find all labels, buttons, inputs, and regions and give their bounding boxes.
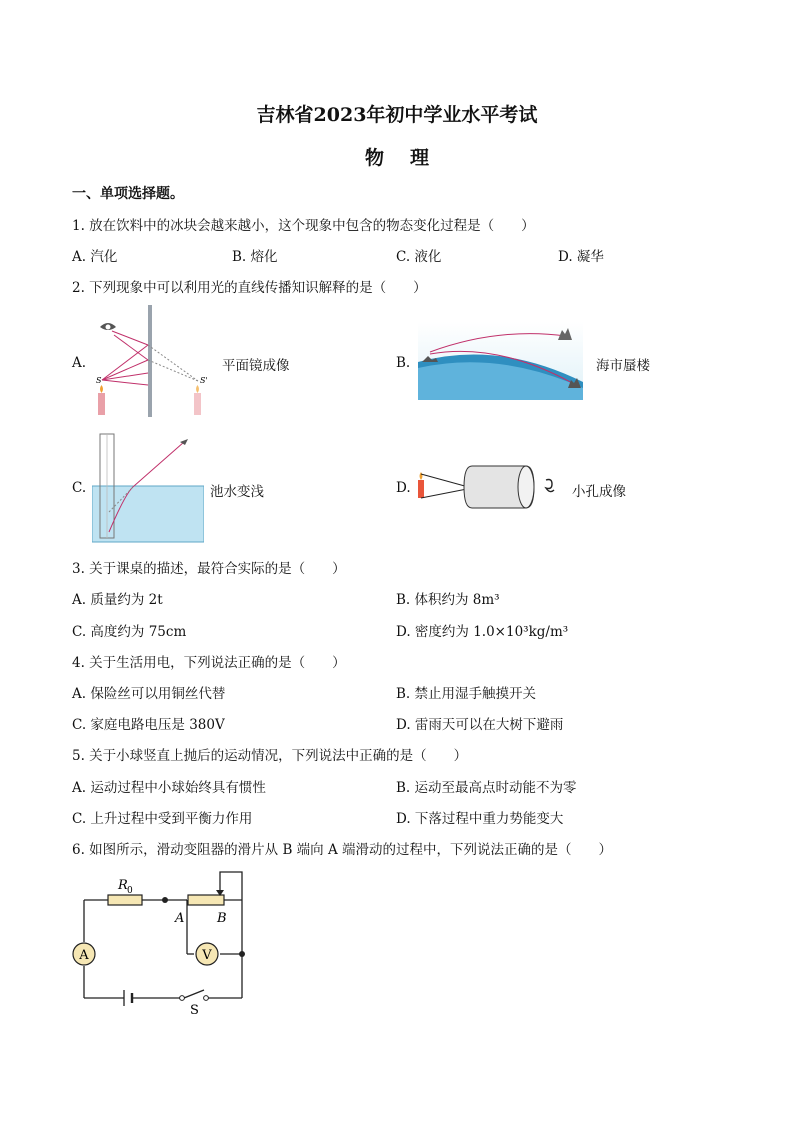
q2-option-d: D. (396, 480, 411, 496)
terminal-a-label: A (175, 911, 185, 926)
voltmeter-label: V (202, 948, 212, 963)
q4-option-d: D. 雷雨天可以在大树下避雨 (396, 717, 564, 733)
r0-subscript: 0 (127, 886, 133, 896)
q3-option-c: C. 高度约为 75cm (72, 624, 187, 640)
pool-figure (92, 432, 204, 544)
q1-option-d: D. 凝华 (558, 249, 604, 265)
q2-option-b: B. (396, 355, 411, 371)
question-6-stem: 6. 如图所示，滑动变阻器的滑片从 B 端向 A 端滑动的过程中，下列说法正确的是（ ） (72, 842, 613, 858)
question-1-stem: 1. 放在饮料中的冰块会越来越小，这个现象中包含的物态变化过程是（ ） (72, 218, 535, 234)
q2-d-label: 小孔成像 (572, 484, 626, 500)
question-5-stem: 5. 关于小球竖直上抛后的运动情况，下列说法中正确的是（ ） (72, 748, 468, 764)
q2-c-label: 池水变浅 (210, 484, 264, 500)
water (92, 486, 204, 542)
mirage-figure (418, 322, 583, 400)
q5-option-d: D. 下落过程中重力势能变大 (396, 811, 564, 827)
q2-option-c: C. (72, 480, 87, 496)
object-label: S (96, 376, 102, 385)
q3-option-a: A. 质量约为 2t (72, 592, 163, 608)
q5-option-a: A. 运动过程中小球始终具有惯性 (72, 780, 266, 796)
q3-option-b: B. 体积约为 8m³ (396, 592, 500, 608)
inverted-image-icon (546, 480, 554, 492)
q1-option-a: A. 汽化 (72, 249, 118, 265)
image-label: S' (200, 376, 208, 385)
q3-option-d: D. 密度约为 1.0×10³kg/m³ (396, 624, 569, 640)
question-3-stem: 3. 关于课桌的描述，最符合实际的是（ ） (72, 561, 346, 577)
q4-option-b: B. 禁止用湿手触摸开关 (396, 686, 537, 702)
candle-icon (98, 393, 105, 415)
resistor-r0 (108, 895, 142, 905)
section-heading: 一、单项选择题。 (72, 186, 184, 202)
ammeter-label: A (79, 948, 89, 963)
rheostat (188, 895, 224, 905)
q1-option-c: C. 液化 (396, 249, 442, 265)
terminal-b-label: B (217, 911, 227, 926)
q4-option-a: A. 保险丝可以用铜丝代替 (72, 686, 226, 702)
q2-b-label: 海市蜃楼 (596, 358, 650, 374)
question-4-stem: 4. 关于生活用电，下列说法正确的是（ ） (72, 655, 346, 671)
page-subtitle: 物理 (364, 147, 455, 169)
plane-mirror-figure (88, 305, 218, 420)
candle-image-icon (194, 393, 201, 415)
q5-option-c: C. 上升过程中受到平衡力作用 (72, 811, 253, 827)
q4-option-c: C. 家庭电路电压是 380V (72, 717, 225, 733)
question-2-stem: 2. 下列现象中可以利用光的直线传播知识解释的是（ ） (72, 280, 427, 296)
q2-a-label: 平面镜成像 (222, 358, 290, 374)
mirror (148, 305, 152, 417)
light-rays (102, 331, 148, 385)
q1-option-b: B. 熔化 (232, 249, 278, 265)
candle-icon (418, 480, 424, 498)
switch-label: S (190, 1003, 199, 1016)
q5-option-b: B. 运动至最高点时动能不为零 (396, 780, 577, 796)
q2-option-a: A. (72, 355, 87, 371)
circuit-diagram (70, 866, 260, 1016)
r0-label: R (118, 878, 128, 893)
page-title: 吉林省2023年初中学业水平考试 (256, 104, 538, 126)
pinhole-figure (414, 462, 570, 512)
